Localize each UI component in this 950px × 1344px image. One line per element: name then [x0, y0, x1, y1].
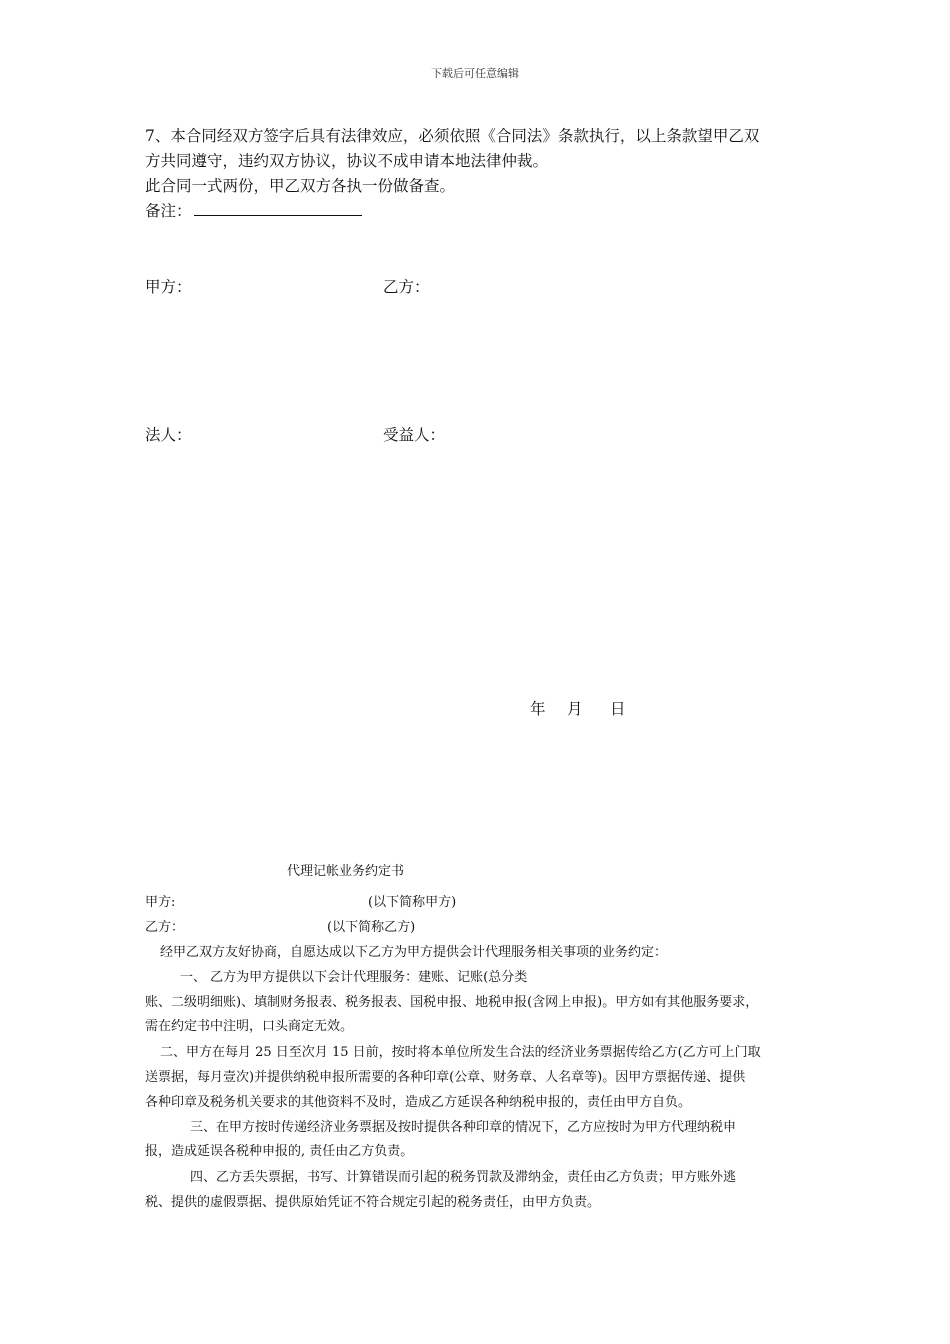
item2-line1: 二、甲方在每月 25 日至次月 15 日前，按时将本单位所发生合法的经济业务票据传给乙方(乙方可上门取	[160, 1045, 761, 1060]
item1-line1: 一、 乙方为甲方提供以下会计代理服务：建账、记账(总分类	[180, 970, 528, 985]
copies-statement: 此合同一式两份，甲乙双方各执一份做备查。	[145, 177, 456, 195]
item2-line2: 送票据，每月壹次)并提供纳税申报所需要的各种印章(公章、财务章、人名章等)。因甲方票据传递、提供	[145, 1070, 746, 1085]
party-b-signature-label: 乙方：	[383, 278, 430, 296]
agreement-party-b-alias: (以下简称乙方)	[327, 920, 416, 935]
agreement-party-b-label: 乙方：	[145, 920, 185, 935]
item4-line1: 四、乙方丢失票据，书写、计算错误而引起的税务罚款及滞纳金，责任由乙方负责；甲方账外逃	[190, 1170, 737, 1185]
item4-line2: 税、提供的虚假票据、提供原始凭证不符合规定引起的税务责任，由甲方负责。	[145, 1195, 601, 1210]
page-header: 下载后可任意编辑	[431, 67, 519, 80]
date-month: 月	[567, 700, 583, 718]
remark-row	[145, 199, 362, 224]
item3-line2: 报，造成延误各税种申报的, 责任由乙方负责。	[145, 1144, 414, 1159]
party-a-signature-label: 甲方：	[145, 278, 192, 296]
item3-line1: 三、在甲方按时传递经济业务票据及按时提供各种印章的情况下，乙方应按时为甲方代理纳税申	[190, 1120, 737, 1135]
agreement-title: 代理记帐业务约定书	[287, 864, 405, 879]
agreement-party-a-alias: (以下简称甲方)	[368, 895, 457, 910]
clause7-line2: 方共同遵守，违约双方协议，协议不成申请本地法律仲裁。	[145, 152, 549, 170]
agreement-intro: 经甲乙双方友好协商，自愿达成以下乙方为甲方提供会计代理服务相关事项的业务约定：	[160, 945, 668, 960]
remark-blank-line	[194, 201, 362, 216]
legal-person-label: 法人：	[145, 426, 192, 444]
remark-label: 备注：	[145, 202, 192, 220]
item1-line2: 账、二级明细账)、填制财务报表、税务报表、国税申报、地税申报(含网上申报)。甲方如有其他服务要求，	[145, 995, 759, 1010]
clause7-line1: 7、本合同经双方签字后具有法律效应，必须依照《合同法》条款执行，以上条款望甲乙双	[145, 127, 760, 145]
item1-line3: 需在约定书中注明，口头商定无效。	[145, 1019, 354, 1034]
date-year: 年	[530, 700, 546, 718]
date-day: 日	[610, 700, 626, 718]
item2-line3: 各种印章及税务机关要求的其他资料不及时，造成乙方延误各种纳税申报的，责任由甲方自负。	[145, 1095, 692, 1110]
agreement-party-a-label: 甲方:	[145, 895, 176, 910]
beneficiary-label: 受益人：	[383, 426, 446, 444]
